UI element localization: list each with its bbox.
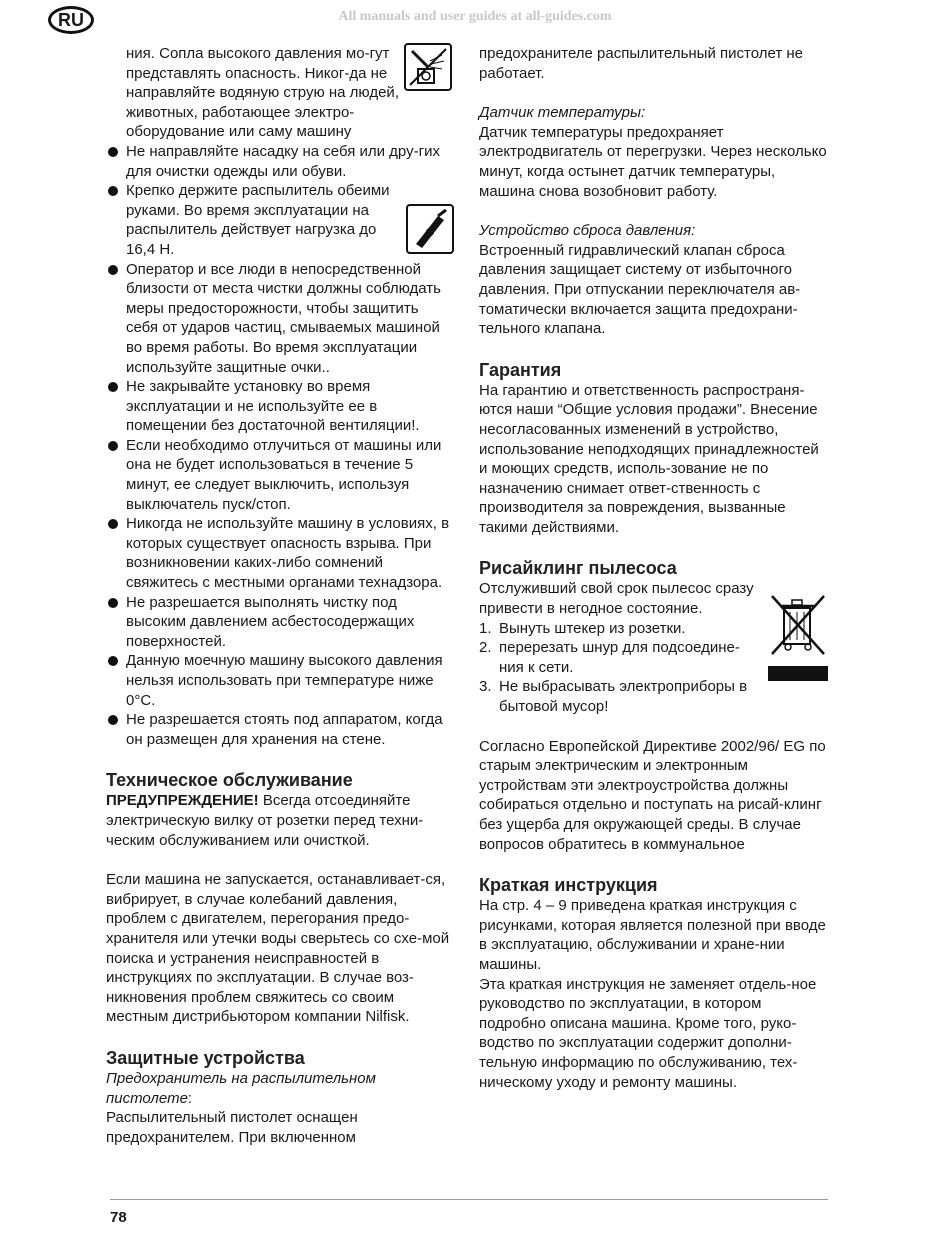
footer-divider xyxy=(110,1199,828,1200)
maintenance-warning xyxy=(106,791,454,850)
bullet-item: Не разрешается стоять под аппаратом, когда он размещен для хранения на стене. xyxy=(106,710,454,749)
spacer xyxy=(479,201,829,221)
warranty-heading: Гарантия xyxy=(479,359,562,380)
bullet-dot-icon xyxy=(108,656,118,666)
spacer xyxy=(479,339,829,359)
recycling-directive: Согласно Европейской Директиве 2002/96/ EG по старым электрическим и электронным устройствам эти электроустройства должны собираться отдельно и поступать на рисай-клинг без ущерба для окружающей среды. В случае вопросов обратитесь в коммунальное xyxy=(479,737,826,853)
weee-crossed-bin-icon xyxy=(768,592,828,682)
bullet-dot-icon xyxy=(108,265,118,275)
bullet-dot-icon xyxy=(108,519,118,529)
left-column xyxy=(106,44,454,1147)
recycling-intro: Отслуживший свой срок пылесос сразу привести в негодное состояние. xyxy=(479,580,754,618)
bullet-dot-icon xyxy=(108,382,118,392)
protection-text: Распылительный пистолет оснащен предохранителем. При включенном xyxy=(106,1109,358,1146)
bullet-dot-icon xyxy=(108,598,118,608)
bullet-item: Данную моечную машину высокого давления нельзя использовать при температуре ниже 0°C. xyxy=(106,651,454,710)
spacer xyxy=(479,854,829,874)
bullet-item: Если необходимо отлучиться от машины или она не будет использоваться в течение 5 минут, ее следует выключить, используя выключатель пуск/стоп. xyxy=(106,436,454,514)
bullet-dot-icon xyxy=(108,186,118,196)
bullet-item: Крепко держите распылитель обеими руками. Во время эксплуатации на распылитель действует нагрузка до 16,4 Н. xyxy=(106,181,454,259)
safety-cont-text: предохранителе распылительный пистолет не работает. xyxy=(479,45,803,82)
recycling-step: 3. Не выбрасывать электроприборы в бытовой мусор! xyxy=(479,678,748,716)
safety-bullet-list xyxy=(106,142,454,749)
watermark: All manuals and user guides at all-guides.com xyxy=(338,9,612,24)
warning-text: Всегда отсоединяйте электрическую вилку от розетки перед техни-ческим обслуживанием или очисткой. xyxy=(106,792,424,849)
warning-label: ПРЕДУПРЕЖДЕНИЕ! xyxy=(106,792,259,810)
spacer xyxy=(479,717,829,737)
safety-intro-text: ния. Сопла высокого давления мо-гут представлять опасность. Никог-да не направляйте водяную струю на людей, животных, работающее электро-оборудование или саму машину xyxy=(126,45,399,141)
bullet-dot-icon xyxy=(108,147,118,157)
spacer xyxy=(106,1027,454,1047)
warranty-text: На гарантию и ответственность распространя-ются наши “Общие условия продажи”. Внесение несогласованных изменений в устройство, использование неподходящих принадлежностей и моющих средств, исполь-зование не по назначению снимает ответ-ственность с производителя за повреждения, вызванные такими действиями. xyxy=(479,381,819,536)
bullet-item: Не направляйте насадку на себя или дру-гих для очистки одежды или обуви. xyxy=(106,142,454,181)
protection-subtitle: Предохранитель на распылительном пистолете: xyxy=(106,1069,376,1107)
maintenance-heading: Техническое обслуживание xyxy=(106,770,353,791)
bullet-item: Не разрешается выполнять чистку под высоким давлением асбестосодержащих поверхностей. xyxy=(106,593,454,652)
quick-guide-text-1: На стр. 4 – 9 приведена краткая инструкция с рисунками, которая является полезной при вводе в эксплуатацию, обслуживании и хране-нии машины. xyxy=(479,897,826,973)
bullet-item: Оператор и все люди в непосредственной близости от места чистки должны соблюдать меры предосторожности, чтобы защитить себя от ударов частиц, смываемых машиной во время работы. Во время эксплуатации используйте защитные очки.. xyxy=(106,260,454,378)
recycling-step: 1. Вынуть штекер из розетки. xyxy=(479,619,686,637)
bullet-dot-icon xyxy=(108,715,118,725)
bullet-item: Не закрывайте установку во время эксплуатации и не используйте ее в помещении без достаточной вентиляции!. xyxy=(106,377,454,436)
bullet-dot-icon xyxy=(108,441,118,451)
recycling-step: 2. перерезать шнур для подсоедине-ния к сети. xyxy=(479,639,740,676)
spacer xyxy=(479,83,829,103)
temp-sensor-title: Датчик температуры: xyxy=(479,104,646,122)
temp-sensor-text: Датчик температуры предохраняет электродвигатель от перегрузки. Через несколько минут, когда остынет датчик температуры, машина снова возобновит работу. xyxy=(479,123,827,200)
pressure-relief-title: Устройство сброса давления: xyxy=(479,222,696,240)
spacer xyxy=(479,537,829,557)
page-number: 78 xyxy=(110,1209,127,1226)
spacer xyxy=(106,749,454,769)
recycling-heading: Рисайклинг пылесоса xyxy=(479,558,677,579)
quick-guide-heading: Краткая инструкция xyxy=(479,875,658,896)
quick-guide-text-2: Эта краткая инструкция не заменяет отдель-ное руководство по эксплуатации, в котором подробно описана машина. Кроме того, руко-водство по эксплуатации содержит дополни-тельную информацию по обслуживанию, тех-ническому уходу и ремонту машины. xyxy=(479,975,817,1091)
pressure-relief-text: Встроенный гидравлический клапан сброса давления защищает систему от избыточного давления. При отпускании переключателя ав-томатически включается защита предохрани-тельного клапана. xyxy=(479,241,801,338)
recycling-steps xyxy=(479,619,759,717)
right-column xyxy=(479,44,829,1092)
language-badge: RU xyxy=(48,6,94,34)
spacer xyxy=(106,850,454,870)
bullet-item: Никогда не используйте машину в условиях, в которых существует опасность взрыва. При возникновении каких-либо сомнений свяжитесь с местными органами технадзора. xyxy=(106,514,454,592)
protection-heading: Защитные устройства xyxy=(106,1047,305,1068)
maintenance-paragraph: Если машина не запускается, останавливает-ся, вибрирует, в случае колебаний давления, проблем с двигателем, перегорания предо-хранителя или утечки воды сверьтесь со схе-мой поиска и устранения неисправностей в инструкциях по эксплуатации. В случае воз-никновения проблем свяжитесь со своим местным дистрибьютором компании Nilfisk. xyxy=(106,871,450,1026)
